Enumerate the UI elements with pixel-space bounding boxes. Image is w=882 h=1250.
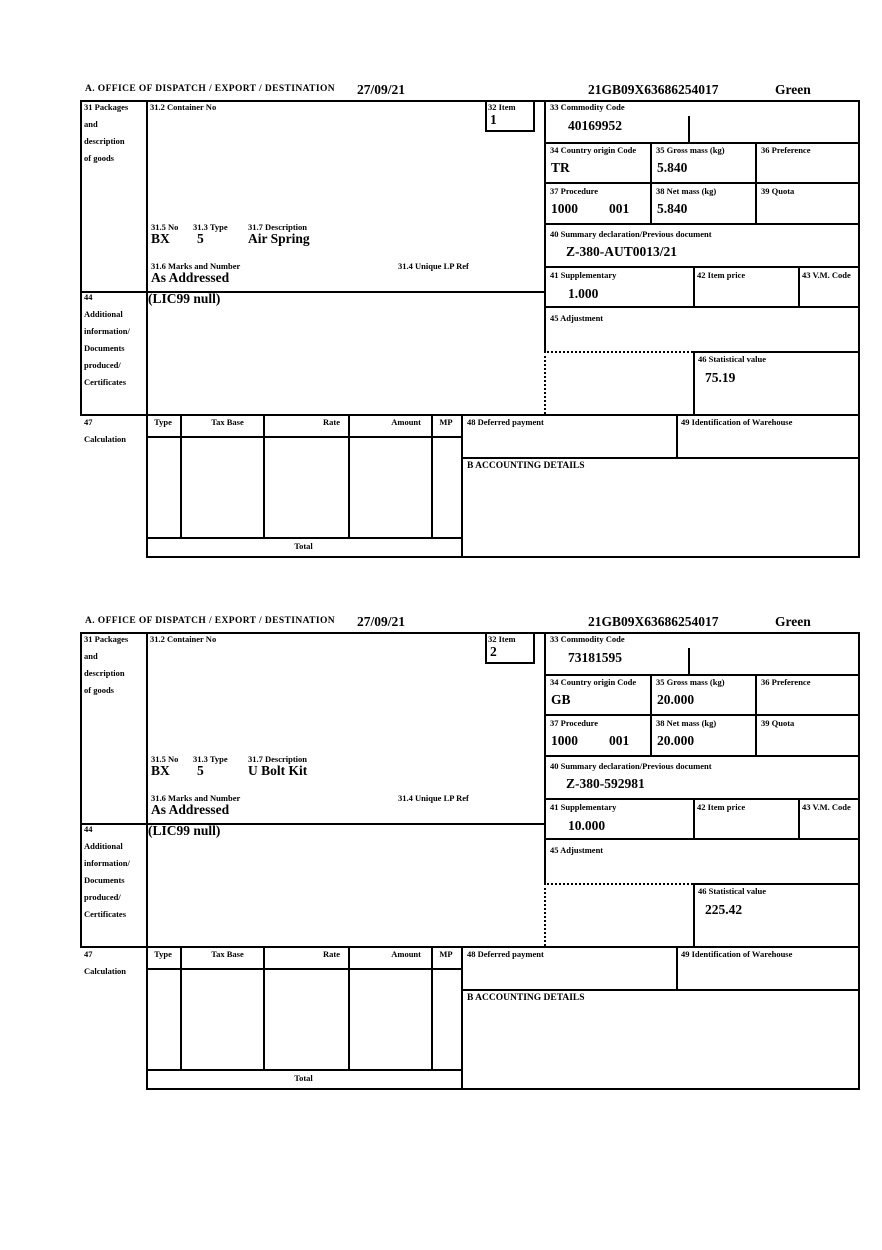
packages-type-label: 31.3 Type <box>193 222 228 232</box>
container-no-label: 31.2 Container No <box>150 102 217 112</box>
tax-total-label: Total <box>294 541 313 551</box>
routing-status: Green <box>775 614 811 629</box>
movement-reference-number: 21GB09X63686254017 <box>588 82 719 97</box>
form-border-bottom <box>146 556 860 558</box>
statistical-value: 75.19 <box>705 370 736 385</box>
tax-mp-header: MP <box>439 417 453 427</box>
declaration-item-1 <box>80 82 862 560</box>
gross-mass-label: 35 Gross mass (kg) <box>656 677 725 687</box>
statistical-value-label: 46 Statistical value <box>698 354 766 364</box>
previous-document-value: Z-380-592981 <box>566 776 645 791</box>
packages-type-label: 31.3 Type <box>193 754 228 764</box>
grid-line <box>650 674 652 755</box>
adjustment-label: 45 Adjustment <box>550 313 604 323</box>
goods-description-value: U Bolt Kit <box>248 763 308 778</box>
procedure-label: 37 Procedure <box>550 186 599 196</box>
packages-no-value: BX <box>151 231 170 246</box>
item-label: 32 Item <box>488 634 516 644</box>
grid-line <box>544 266 860 268</box>
accounting-details-label: B ACCOUNTING DETAILS <box>467 461 585 471</box>
declaration-item-2 <box>80 614 862 1092</box>
procedure-extension: 001 <box>609 733 630 748</box>
summary-declaration-label: 40 Summary declaration/Previous document <box>550 761 712 771</box>
grid-line <box>431 414 433 537</box>
grid-line <box>798 266 800 306</box>
grid-line <box>650 142 652 223</box>
preference-label: 36 Preference <box>761 677 811 687</box>
tax-rate-header: Rate <box>323 949 340 959</box>
form-border-bottom <box>146 1088 860 1090</box>
supplementary-value: 1.000 <box>568 286 599 301</box>
box31-label: and <box>84 119 98 129</box>
packages-description-label: 31.7 Description <box>248 222 308 232</box>
grid-line <box>544 223 860 225</box>
grid-line <box>180 946 182 1069</box>
box31-label: description <box>84 668 125 678</box>
grid-line <box>146 1069 463 1071</box>
net-mass-label: 38 Net mass (kg) <box>656 718 717 728</box>
country-origin-value: GB <box>551 692 571 707</box>
previous-document-value: Z-380-AUT0013/21 <box>566 244 677 259</box>
movement-reference-number: 21GB09X63686254017 <box>588 614 719 629</box>
preference-label: 36 Preference <box>761 145 811 155</box>
grid-line <box>80 946 860 948</box>
tax-total-label: Total <box>294 1073 313 1083</box>
grid-line <box>146 100 148 558</box>
tax-amount-header: Amount <box>391 949 421 959</box>
item-box-bottom <box>485 130 535 132</box>
grid-line <box>693 351 860 353</box>
box47-label: Calculation <box>84 966 127 976</box>
adjustment-label: 45 Adjustment <box>550 845 604 855</box>
routing-status: Green <box>775 82 811 97</box>
grid-line <box>693 798 695 838</box>
grid-line <box>80 414 860 416</box>
packages-type-value: 5 <box>197 763 204 778</box>
warehouse-id-label: 49 Identification of Warehouse <box>681 417 793 427</box>
gross-mass-value: 5.840 <box>657 160 688 175</box>
packages-type-value: 5 <box>197 231 204 246</box>
box47-label: Calculation <box>84 434 127 444</box>
supplementary-value: 10.000 <box>568 818 606 833</box>
tax-mp-header: MP <box>439 949 453 959</box>
procedure-label: 37 Procedure <box>550 718 599 728</box>
dotted-divider-horizontal <box>544 883 693 885</box>
grid-line <box>693 883 695 948</box>
item-box-bottom <box>485 662 535 664</box>
commodity-code-tick <box>688 648 690 674</box>
warehouse-id-label: 49 Identification of Warehouse <box>681 949 793 959</box>
grid-line <box>544 100 546 351</box>
grid-line <box>798 798 800 838</box>
quota-label: 39 Quota <box>761 186 795 196</box>
grid-line <box>544 182 860 184</box>
commodity-code-label: 33 Commodity Code <box>550 102 625 112</box>
commodity-code-value: 40169952 <box>568 118 622 133</box>
form-border-right <box>858 632 860 1090</box>
statistical-value: 225.42 <box>705 902 743 917</box>
country-origin-value: TR <box>551 160 570 175</box>
grid-line <box>544 632 546 883</box>
box44-label: information/ <box>84 326 130 336</box>
tax-rate-header: Rate <box>323 417 340 427</box>
country-origin-label: 34 Country origin Code <box>550 145 637 155</box>
commodity-code-value: 73181595 <box>568 650 622 665</box>
box31-label: 31 Packages <box>84 634 129 644</box>
packages-no-label: 31.5 No <box>151 222 179 232</box>
office-of-dispatch-label: A. OFFICE OF DISPATCH / EXPORT / DESTINATION <box>85 616 336 626</box>
grid-line <box>693 351 695 416</box>
goods-description-value: Air Spring <box>248 231 310 246</box>
marks-value: As Addressed <box>151 802 230 817</box>
commodity-code-tick <box>688 116 690 142</box>
tax-base-header: Tax Base <box>211 949 244 959</box>
item-box-right <box>533 100 535 132</box>
tax-base-header: Tax Base <box>211 417 244 427</box>
grid-line <box>348 946 350 1069</box>
dotted-divider-horizontal <box>544 351 693 353</box>
grid-line <box>755 674 757 755</box>
net-mass-value: 5.840 <box>657 201 688 216</box>
declaration-date: 27/09/21 <box>357 82 406 97</box>
box47-label: 47 <box>84 417 93 427</box>
packages-description-label: 31.7 Description <box>248 754 308 764</box>
item-box-right <box>533 632 535 664</box>
grid-line <box>676 414 678 457</box>
item-number: 2 <box>490 644 497 659</box>
vm-code-label: 43 V.M. Code <box>802 802 851 812</box>
statistical-value-label: 46 Statistical value <box>698 886 766 896</box>
procedure-code: 1000 <box>551 733 578 748</box>
tax-amount-header: Amount <box>391 417 421 427</box>
box31-label: of goods <box>84 685 114 695</box>
procedure-code: 1000 <box>551 201 578 216</box>
commodity-code-label: 33 Commodity Code <box>550 634 625 644</box>
marks-label: 31.6 Marks and Number <box>151 793 241 803</box>
box44-label: Additional <box>84 309 123 319</box>
dotted-divider-vertical <box>544 883 546 946</box>
box44-label: Certificates <box>84 909 127 919</box>
item-number: 1 <box>490 112 497 127</box>
tax-type-header: Type <box>154 949 172 959</box>
form-border-left <box>80 100 82 416</box>
grid-line <box>693 266 695 306</box>
unique-lp-ref-label: 31.4 Unique LP Ref <box>398 793 469 803</box>
grid-line <box>461 457 860 459</box>
grid-line <box>146 968 463 970</box>
grid-line <box>348 414 350 537</box>
summary-declaration-label: 40 Summary declaration/Previous document <box>550 229 712 239</box>
marks-value: As Addressed <box>151 270 230 285</box>
item-price-label: 42 Item price <box>697 802 746 812</box>
box31-label: of goods <box>84 153 114 163</box>
accounting-details-label: B ACCOUNTING DETAILS <box>467 993 585 1003</box>
marks-label: 31.6 Marks and Number <box>151 261 241 271</box>
additional-information-value: (LIC99 null) <box>148 823 221 838</box>
grid-line <box>544 755 860 757</box>
box44-label: Documents <box>84 343 125 353</box>
item-box-left <box>485 100 487 132</box>
box47-label: 47 <box>84 949 93 959</box>
box44-label: produced/ <box>84 892 121 902</box>
deferred-payment-label: 48 Deferred payment <box>467 949 544 959</box>
box44-label: produced/ <box>84 360 121 370</box>
grid-line <box>146 537 463 539</box>
grid-line <box>544 306 860 308</box>
quota-label: 39 Quota <box>761 718 795 728</box>
grid-line <box>544 674 860 676</box>
box44-label: Additional <box>84 841 123 851</box>
tax-type-header: Type <box>154 417 172 427</box>
box44-label: 44 <box>84 824 93 834</box>
grid-line <box>263 946 265 1069</box>
packages-no-label: 31.5 No <box>151 754 179 764</box>
grid-line <box>431 946 433 1069</box>
gross-mass-value: 20.000 <box>657 692 695 707</box>
box31-label: description <box>84 136 125 146</box>
box44-label: 44 <box>84 292 93 302</box>
additional-information-value: (LIC99 null) <box>148 291 221 306</box>
grid-line <box>676 946 678 989</box>
supplementary-label: 41 Supplementary <box>550 270 617 280</box>
procedure-extension: 001 <box>609 201 630 216</box>
deferred-payment-label: 48 Deferred payment <box>467 417 544 427</box>
item-label: 32 Item <box>488 102 516 112</box>
grid-line <box>544 142 860 144</box>
net-mass-value: 20.000 <box>657 733 695 748</box>
grid-line <box>180 414 182 537</box>
declaration-date: 27/09/21 <box>357 614 406 629</box>
form-border-left <box>80 632 82 948</box>
item-box-left <box>485 632 487 664</box>
grid-line <box>146 632 148 1090</box>
box44-label: information/ <box>84 858 130 868</box>
grid-line <box>263 414 265 537</box>
form-border-right <box>858 100 860 558</box>
country-origin-label: 34 Country origin Code <box>550 677 637 687</box>
unique-lp-ref-label: 31.4 Unique LP Ref <box>398 261 469 271</box>
supplementary-label: 41 Supplementary <box>550 802 617 812</box>
grid-line <box>693 883 860 885</box>
net-mass-label: 38 Net mass (kg) <box>656 186 717 196</box>
gross-mass-label: 35 Gross mass (kg) <box>656 145 725 155</box>
dotted-divider-vertical <box>544 351 546 414</box>
box31-label: 31 Packages <box>84 102 129 112</box>
item-price-label: 42 Item price <box>697 270 746 280</box>
grid-line <box>544 798 860 800</box>
packages-no-value: BX <box>151 763 170 778</box>
box31-label: and <box>84 651 98 661</box>
container-no-label: 31.2 Container No <box>150 634 217 644</box>
grid-line <box>544 714 860 716</box>
grid-line <box>755 142 757 223</box>
office-of-dispatch-label: A. OFFICE OF DISPATCH / EXPORT / DESTINATION <box>85 84 336 94</box>
box44-label: Documents <box>84 875 125 885</box>
grid-line <box>461 989 860 991</box>
grid-line <box>146 436 463 438</box>
box44-label: Certificates <box>84 377 127 387</box>
vm-code-label: 43 V.M. Code <box>802 270 851 280</box>
grid-line <box>544 838 860 840</box>
